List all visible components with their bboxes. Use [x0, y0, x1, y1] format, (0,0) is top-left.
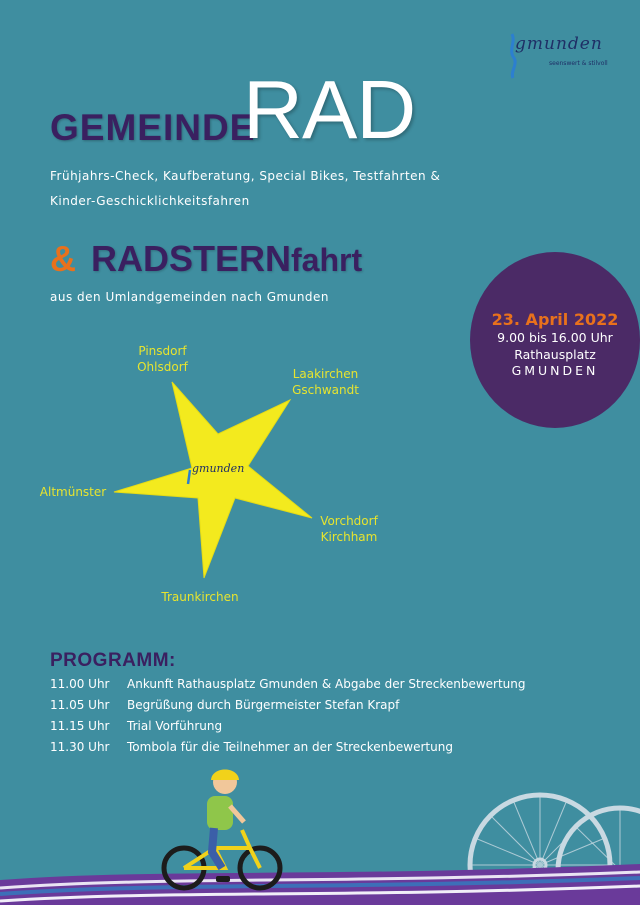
gmunden-logo [505, 30, 615, 80]
star-label-left [33, 484, 113, 500]
event-info-circle [470, 252, 640, 428]
programm-title: PROGRAMM: [50, 650, 176, 671]
event-city: GMUNDEN [511, 363, 599, 378]
star-label-kirchham: Kirchham [320, 530, 378, 544]
radstern-title [91, 238, 362, 280]
star-label-top [125, 343, 200, 375]
radstern-ampersand: & [50, 238, 76, 279]
headline-gemeinde: GEMEINDE [50, 107, 256, 148]
star-label-right [310, 513, 388, 545]
star-label-vorchdorf: Vorchdorf [320, 514, 378, 528]
subtitle-line-2: Kinder-Geschicklichkeitsfahren [50, 194, 250, 208]
star-label-gschwandt: Gschwandt [292, 383, 359, 397]
programm-time: 11.00 Uhr [50, 677, 110, 691]
programm-time: 11.05 Uhr [50, 698, 110, 712]
star-center-logo: gmunden [192, 462, 245, 475]
radstern-subtitle: aus den Umlandgemeinden nach Gmunden [50, 290, 330, 304]
event-time: 9.00 bis 16.00 Uhr [497, 330, 613, 345]
star-label-topright [283, 366, 368, 398]
star-label-pinsdorf: Pinsdorf [138, 344, 187, 358]
radstern-word: RADSTERN [91, 238, 292, 279]
event-place: Rathausplatz [514, 347, 596, 362]
star-label-altmuenster: Altmünster [39, 485, 107, 499]
programm-desc: Begrüßung durch Bürgermeister Stefan Krapf [127, 698, 400, 712]
programm-desc: Trial Vorführung [127, 719, 223, 733]
star-shape [100, 370, 320, 590]
programm-desc: Ankunft Rathausplatz Gmunden & Abgabe der Streckenbewertung [127, 677, 526, 691]
child-cyclist-icon [164, 770, 280, 889]
programm-time: 11.15 Uhr [50, 719, 110, 733]
radstern-word-suffix: fahrt [291, 242, 363, 278]
star-label-ohlsdorf: Ohlsdorf [137, 360, 188, 374]
event-date: 23. April 2022 [491, 310, 619, 329]
headline-rad: RAD [243, 63, 416, 156]
star-label-traunkirchen: Traunkirchen [161, 590, 239, 604]
bottom-illustration [0, 760, 640, 905]
programm-desc: Tombola für die Teilnehmer an der Streckenbewertung [127, 740, 453, 754]
logo-word: gmunden [515, 34, 603, 54]
road-stripes-icon [0, 864, 640, 905]
logo-tagline: seenswert & stilvoll [549, 60, 608, 67]
star-label-laakirchen: Laakirchen [292, 367, 359, 381]
subtitle-line-1: Frühjahrs-Check, Kaufberatung, Special Bikes, Testfahrten & [50, 169, 441, 183]
programm-time: 11.30 Uhr [50, 740, 110, 754]
star-label-bottom [155, 589, 245, 605]
